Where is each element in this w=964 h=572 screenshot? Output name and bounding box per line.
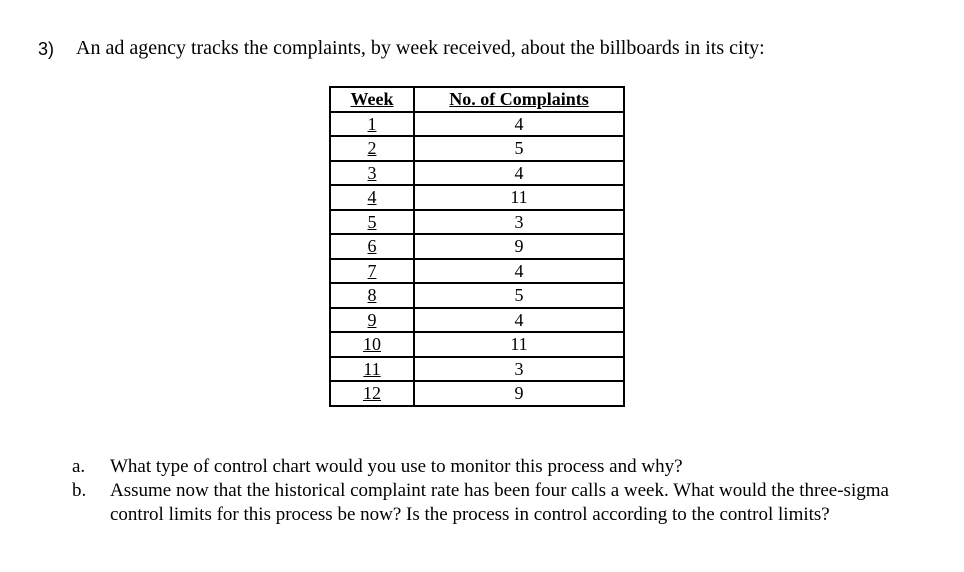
part-b-text: Assume now that the historical complaint rate has been four calls a week. What would the three-sigma control limits for this process be now? Is the process in control according to the control limits? — [110, 480, 889, 525]
table-row — [330, 112, 624, 137]
complaints-cell: 9 — [414, 234, 624, 259]
week-cell: 12 — [330, 381, 414, 406]
week-cell: 4 — [330, 185, 414, 210]
week-cell: 1 — [330, 112, 414, 137]
table-row — [330, 357, 624, 382]
week-cell: 10 — [330, 332, 414, 357]
week-cell: 5 — [330, 210, 414, 235]
table-row — [330, 161, 624, 186]
table-row — [330, 234, 624, 259]
week-cell: 8 — [330, 283, 414, 308]
table-row — [330, 332, 624, 357]
header-complaints: No. of Complaints — [414, 87, 624, 112]
table-row — [330, 185, 624, 210]
complaints-cell: 9 — [414, 381, 624, 406]
complaints-cell: 5 — [414, 136, 624, 161]
complaints-cell: 5 — [414, 283, 624, 308]
part-a-text: What type of control chart would you use to monitor this process and why? — [110, 456, 683, 477]
question-number: 3) — [38, 39, 55, 59]
complaints-cell: 4 — [414, 112, 624, 137]
header-week: Week — [330, 87, 414, 112]
table-row — [330, 381, 624, 406]
part-a — [72, 455, 932, 479]
complaints-cell: 4 — [414, 161, 624, 186]
question-text: An ad agency tracks the complaints, by week received, about the billboards in its city: — [76, 37, 765, 59]
part-b-label: b. — [72, 480, 87, 501]
week-cell: 2 — [330, 136, 414, 161]
part-b — [72, 479, 932, 527]
complaints-cell: 11 — [414, 185, 624, 210]
table-row — [330, 210, 624, 235]
complaints-cell: 3 — [414, 210, 624, 235]
complaints-cell: 4 — [414, 259, 624, 284]
complaints-cell: 11 — [414, 332, 624, 357]
complaints-table — [329, 86, 625, 407]
question-parts — [72, 455, 932, 527]
table-header-row — [330, 87, 624, 112]
table-row — [330, 283, 624, 308]
week-cell: 7 — [330, 259, 414, 284]
table-row — [330, 259, 624, 284]
week-cell: 9 — [330, 308, 414, 333]
complaints-cell: 4 — [414, 308, 624, 333]
week-cell: 3 — [330, 161, 414, 186]
complaints-cell: 3 — [414, 357, 624, 382]
table-row — [330, 308, 624, 333]
part-a-label: a. — [72, 456, 86, 477]
table-row — [330, 136, 624, 161]
week-cell: 6 — [330, 234, 414, 259]
week-cell: 11 — [330, 357, 414, 382]
